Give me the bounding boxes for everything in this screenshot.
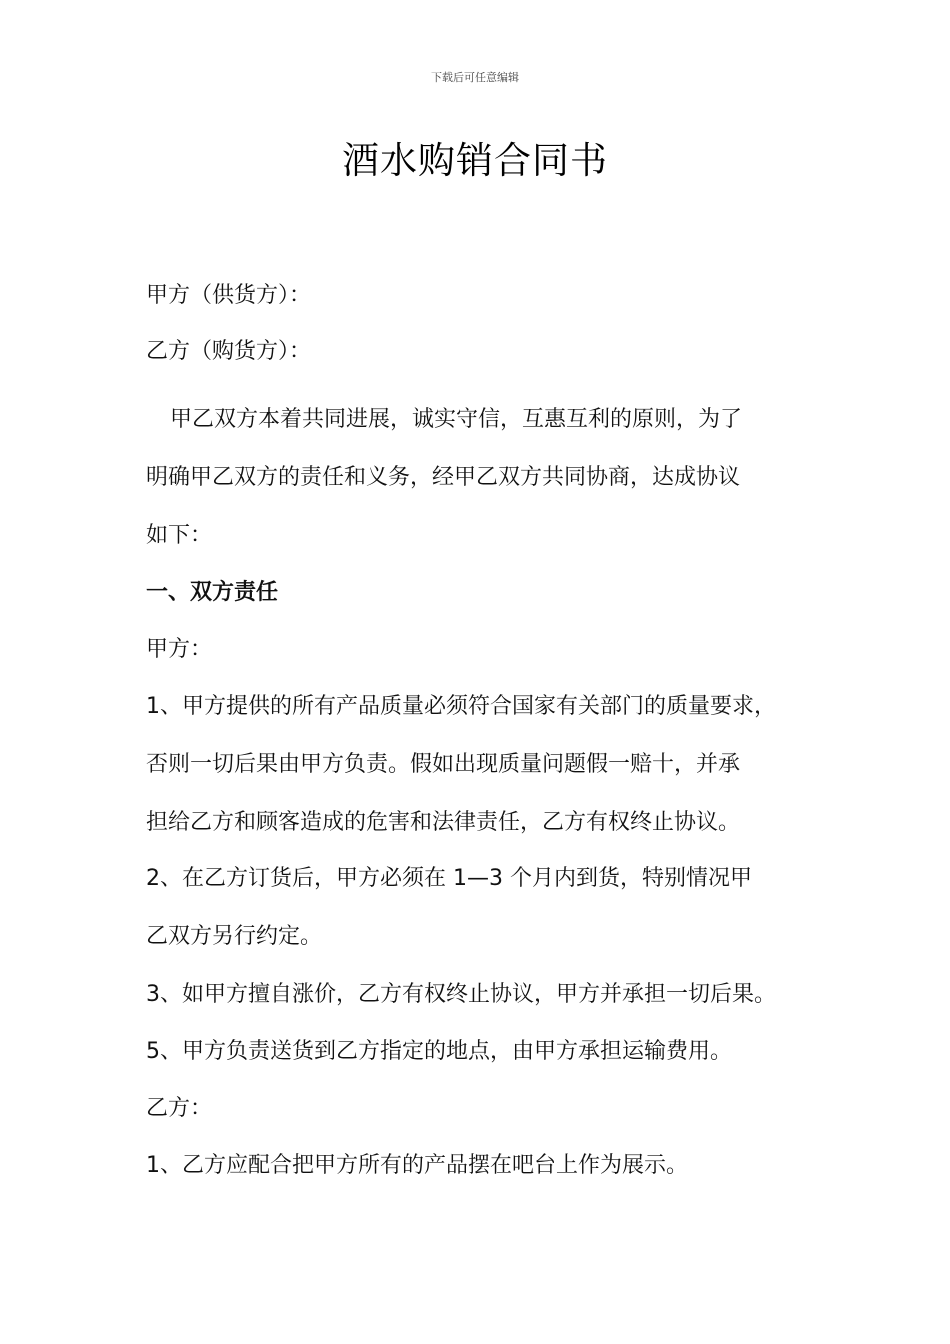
party-a-subheading: 甲方： (146, 637, 213, 662)
party-a-item-2-line-1: 2、在乙方订货后，甲方必须在 1—3 个月内到货，特别情况甲 (146, 866, 752, 891)
party-b-label: 乙方（购货方）： (146, 339, 312, 364)
party-a-item-1-line-3: 担给乙方和顾客造成的危害和法律责任，乙方有权终止协议。 (146, 810, 741, 835)
party-a-label: 甲方（供货方）： (146, 283, 312, 308)
header-note: 下载后可任意编辑 (431, 71, 519, 84)
party-a-item-5: 5、甲方负责送货到乙方指定的地点，由甲方承担运输费用。 (146, 1039, 732, 1064)
party-a-item-2-line-2: 乙双方另行约定。 (146, 924, 323, 949)
party-b-item-1: 1、乙方应配合把甲方所有的产品摆在吧台上作为展示。 (146, 1153, 688, 1178)
party-a-item-1-line-1: 1、甲方提供的所有产品质量必须符合国家有关部门的质量要求， (146, 694, 776, 719)
document-title: 酒水购销合同书 (342, 139, 608, 182)
party-a-item-3: 3、如甲方擅自涨价，乙方有权终止协议，甲方并承担一切后果。 (146, 982, 776, 1007)
intro-line-1: 甲乙双方本着共同进展，诚实守信，互惠互利的原则，为了 (170, 407, 743, 432)
party-b-subheading: 乙方： (146, 1096, 213, 1121)
party-a-item-1-line-2: 否则一切后果由甲方负责。假如出现质量问题假一赔十，并承 (146, 752, 741, 777)
intro-line-2: 明确甲乙双方的责任和义务，经甲乙双方共同协商，达成协议 (146, 465, 741, 490)
intro-line-3: 如下： (146, 523, 213, 548)
section-heading-responsibilities: 一、双方责任 (146, 580, 279, 605)
